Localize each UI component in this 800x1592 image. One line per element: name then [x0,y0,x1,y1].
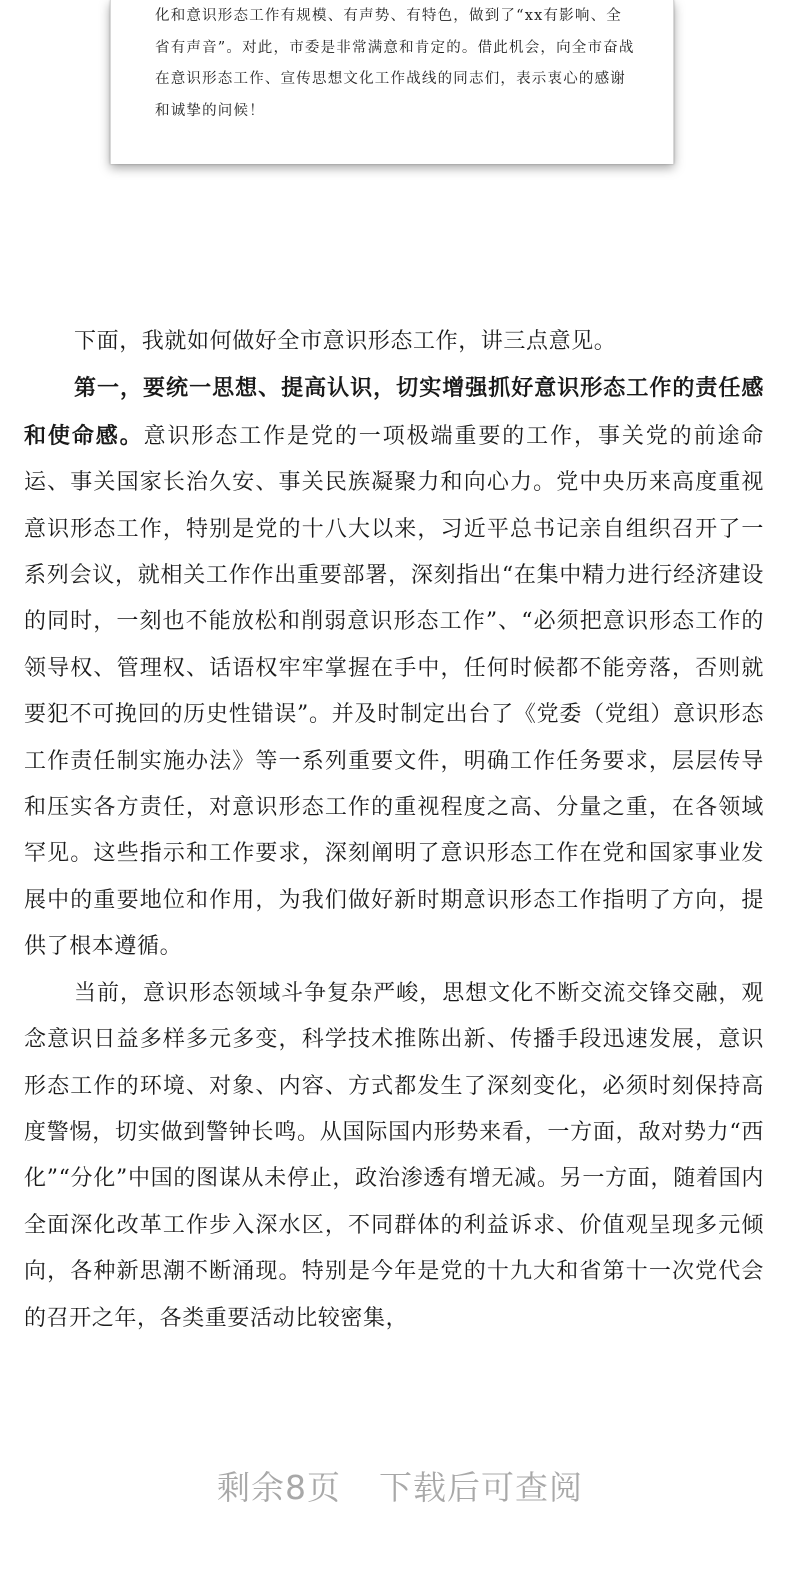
point-one-heading: 第一，要统一思想、提高认识，切实增强抓好意识形态工作的责任感和使命感。 [24,375,764,449]
preview-paragraph: 化和意识形态工作有规模、有声势、有特色，做到了“xx有影响、全省有声音”。对此，市委是非常满意和肯定的。借此机会，向全市奋战在意识形态工作、宣传思想文化工作战线的同志们，表示衷心的感谢和诚挚的问候！ [155,8,635,119]
point-one-paragraph [24,365,764,970]
point-one-text: 意识形态工作是党的一项极端重要的工作，事关党的前途命运、事关国家长治久安、事关民族凝聚力和向心力。党中央历来高度重视意识形态工作，特别是党的十八大以来，习近平总书记亲自组织召开了一系列会议，就相关工作作出重要部署，深刻指出“在集中精力进行经济建设的同时，一刻也不能放松和削弱意识形态工作”、“必须把意识形态工作的领导权、管理权、话语权牢牢掌握在手中，任何时候都不能旁落，否则就要犯不可挽回的历史性错误”。并及时制定出台了《党委（党组）意识形态工作责任制实施办法》等一系列重要文件，明确工作任务要求，层层传导和压实各方责任，对意识形态工作的重视程度之高、分量之重，在各领域罕见。这些指示和工作要求，深刻阐明了意识形态工作在党和国家事业发展中的重要地位和作用，为我们做好新时期意识形态工作指明了方向，提供了根本遵循。 [24,423,764,960]
situation-paragraph: 当前，意识形态领域斗争复杂严峻，思想文化不断交流交锋交融，观念意识日益多样多元多变，科学技术推陈出新、传播手段迅速发展，意识形态工作的环境、对象、内容、方式都发生了深刻变化，必须时刻保持高度警惕，切实做到警钟长鸣。从国际国内形势来看，一方面，敌对势力“西化”“分化”中国的图谋从未停止，政治渗透有增无减。另一方面，随着国内全面深化改革工作步入深水区，不同群体的利益诉求、价值观呈现多元倾向，各种新思潮不断涌现。特别是今年是党的十九大和省第十一次党代会的召开之年，各类重要活动比较密集， [24,980,764,1331]
remaining-pages-banner[interactable] [0,1462,800,1509]
intro-paragraph: 下面，我就如何做好全市意识形态工作，讲三点意见。 [74,329,617,354]
document-body [24,319,764,1342]
preview-page-card [110,0,674,164]
remaining-pages-label: 剩余8页 [217,1468,341,1507]
download-to-view-label: 下载后可查阅 [379,1468,583,1507]
